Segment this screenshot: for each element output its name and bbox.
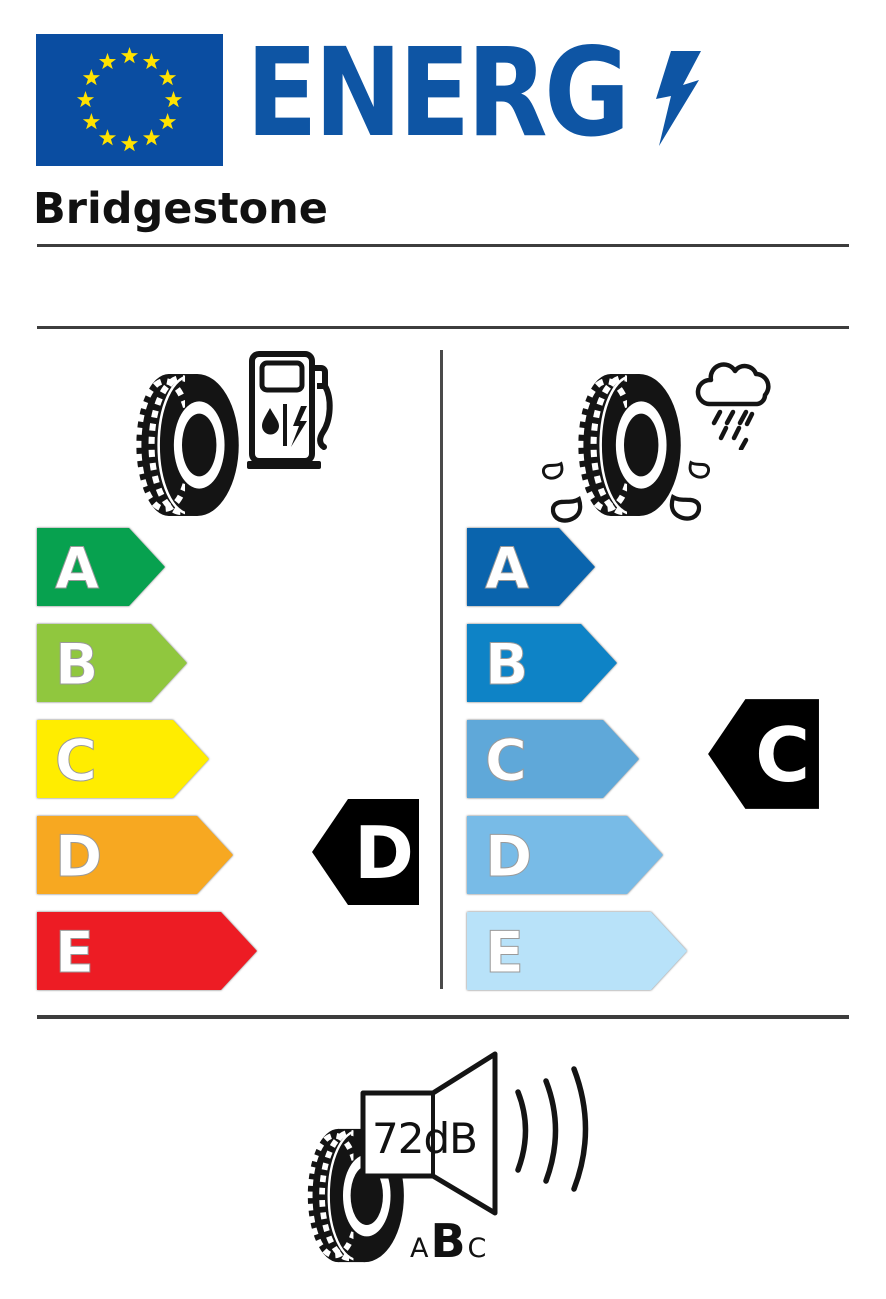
wet-grip-class-row [467,912,687,990]
fuel-class-row [37,528,165,606]
rain-cloud-icon [684,352,784,450]
splash-drop-icon [548,496,586,524]
class-letter: C [485,728,527,794]
tire-icon [128,372,240,518]
class-letter: E [485,920,524,986]
class-letter: C [55,728,97,794]
class-letter: A [55,536,100,602]
wet-grip-class-row [467,528,595,606]
fuel-rating-badge [310,797,420,907]
sound-waves-icon [518,1069,586,1189]
wet-grip-class-row [467,624,617,702]
splash-drop-icon [542,461,564,481]
lightning-bolt-icon [652,50,704,148]
wet-grip-rating-badge [706,697,820,811]
noise-rating-letter: B [430,1214,466,1268]
divider-line [37,326,849,329]
column-divider-line [440,350,443,989]
splash-drop-icon [688,460,710,480]
class-letter: E [55,920,94,986]
noise-class-scale [410,1214,530,1268]
class-letter: D [55,824,103,890]
brand-name: Bridgestone [33,184,328,234]
class-letter: D [485,824,533,890]
class-letter: A [485,536,530,602]
wet-grip-class-row [467,816,663,894]
splash-drop-icon [666,494,704,522]
rain-drops [714,412,752,449]
class-letter: B [485,632,529,698]
class-letter: B [55,632,99,698]
divider-line [37,244,849,247]
divider-line [37,1015,849,1019]
fuel-class-row [37,624,187,702]
fuel-pump-icon [247,350,335,476]
fuel-rating-letter: D [354,811,414,895]
noise-value: 72dB [372,1114,477,1163]
noise-class-a: A [410,1233,429,1264]
energ-logo-text: ENERG [246,22,627,164]
fuel-class-row [37,912,257,990]
fuel-class-row [37,720,209,798]
eu-flag-icon [36,34,223,166]
wet-grip-rating-letter: C [755,711,811,799]
noise-class-c: C [467,1233,487,1264]
wet-grip-class-row [467,720,639,798]
fuel-class-row [37,816,233,894]
